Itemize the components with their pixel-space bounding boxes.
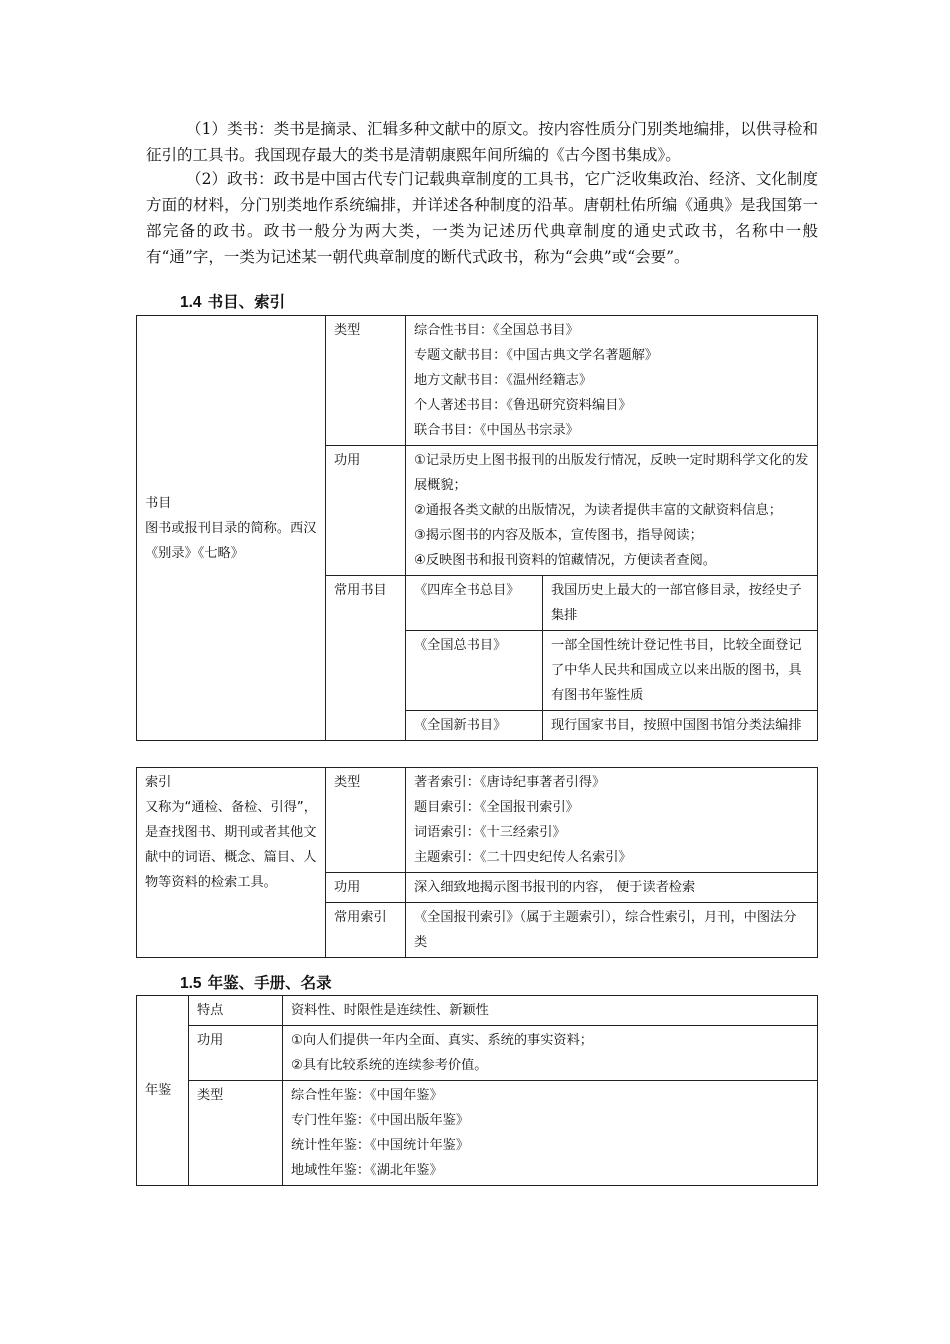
table-row [137, 1081, 818, 1186]
common-book-desc: 现行国家书目，按照中国图书馆分类法编排 [543, 711, 818, 741]
nianjian-table [136, 995, 818, 1186]
section-number: 1.5 [180, 975, 202, 992]
suoyin-type-label: 类型 [326, 768, 406, 873]
list-item: ②通报各类文献的出版情况，为读者提供丰富的文献资料信息； [414, 503, 782, 518]
suoyin-name: 索引 [145, 775, 172, 790]
shumu-common-label: 常用书目 [326, 576, 406, 741]
common-book-name: 《全国新书目》 [406, 711, 543, 741]
suoyin-common-text: 《全国报刊索引》（属于主题索引），综合性索引，月刊，中图法分类 [406, 903, 818, 958]
shumu-definition-cell [137, 316, 326, 741]
list-item: 词语索引：《十三经索引》 [414, 825, 566, 840]
list-item: 地方文献书目：《温州经籍志》 [414, 373, 593, 388]
shumu-type-list [406, 316, 818, 446]
list-item: ①向人们提供一年内全面、真实、系统的事实资料； [291, 1033, 593, 1048]
paragraph-leishu [146, 116, 818, 168]
list-item: 题目索引：《全国报刊索引》 [414, 800, 579, 815]
table-row [137, 768, 818, 873]
shumu-type-label: 类型 [326, 316, 406, 446]
suoyin-definition-cell [137, 768, 326, 958]
list-item: ②具有比较系统的连续参考价值。 [291, 1058, 488, 1073]
list-item: 综合性书目：《全国总书目》 [414, 323, 579, 338]
nianjian-feature-label: 特点 [189, 996, 283, 1026]
suoyin-common-label: 常用索引 [326, 903, 406, 958]
shumu-table [136, 315, 818, 741]
section-number: 1.4 [180, 294, 202, 311]
common-book-desc: 我国历史上最大的一部官修目录，按经史子集排 [543, 576, 818, 631]
common-book-name: 《四库全书总目》 [406, 576, 543, 631]
shumu-description: 图书或报刊目录的简称。西汉《别录》《七略》 [145, 520, 317, 561]
nianjian-type-list [283, 1081, 818, 1186]
nianjian-type-label: 类型 [189, 1081, 283, 1186]
shumu-func-list [406, 446, 818, 576]
section-title: 书目、索引 [207, 293, 286, 311]
table-row [137, 1026, 818, 1081]
list-item: 著者索引：《唐诗纪事著者引得》 [414, 775, 606, 790]
paragraph-zhengshu [146, 166, 818, 270]
table-row [137, 316, 818, 446]
list-item: ①记录历史上图书报刊的出版发行情况，反映一定时期科学文化的发展概貌； [414, 453, 809, 493]
section-heading-1-4 [180, 290, 285, 312]
list-item: 联合书目：《中国丛书宗录》 [414, 423, 579, 438]
nianjian-func-label: 功用 [189, 1026, 283, 1081]
list-item: 统计性年鉴：《中国统计年鉴》 [291, 1138, 470, 1153]
suoyin-description: 又称为“通检、备检、引得”，是查找图书、期刊或者其他文献中的词语、概念、篇目、人物等资料的检索工具。 [145, 800, 317, 890]
paragraph-zhengshu-text: （2）政书：政书是中国古代专门记载典章制度的工具书，它广泛收集政治、经济、文化制度方面的材料，分门别类地作系统编排，并详述各种制度的沿革。唐朝杜佑所编《通典》是我国第一部完备的政书。政书一般分为两大类，一类为记述历代典章制度的通史式政书，名称中一般有“通”字，一类为记述某一朝代典章制度的断代式政书，称为“会典”或“会要”。 [146, 170, 818, 266]
suoyin-type-list [406, 768, 818, 873]
table-row [137, 996, 818, 1026]
list-item: 地域性年鉴：《湖北年鉴》 [291, 1163, 443, 1178]
common-book-name: 《全国总书目》 [406, 631, 543, 711]
list-item: 综合性年鉴：《中国年鉴》 [291, 1088, 443, 1103]
suoyin-func-text: 深入细致地揭示图书报刊的内容， 便于读者检索 [406, 873, 818, 903]
nianjian-feature-text: 资料性、时限性是连续性、新颖性 [283, 996, 818, 1026]
list-item: ③揭示图书的内容及版本，宣传图书，指导阅读； [414, 528, 703, 543]
shumu-func-label: 功用 [326, 446, 406, 576]
suoyin-table [136, 767, 818, 958]
section-heading-1-5 [180, 971, 332, 993]
list-item: 主题索引：《二十四史纪传人名索引》 [414, 850, 632, 865]
common-book-desc: 一部全国性统计登记性书目，比较全面登记了中华人民共和国成立以来出版的图书，具有图书年鉴性质 [543, 631, 818, 711]
nianjian-func-list [283, 1026, 818, 1081]
paragraph-leishu-text: （1）类书：类书是摘录、汇辑多种文献中的原文。按内容性质分门别类地编排，以供寻检和征引的工具书。我国现存最大的类书是清朝康熙年间所编的《古今图书集成》。 [146, 120, 818, 164]
section-title: 年鉴、手册、名录 [207, 974, 332, 992]
shumu-name: 书目 [145, 495, 172, 511]
list-item: 专门性年鉴：《中国出版年鉴》 [291, 1113, 470, 1128]
nianjian-name: 年鉴 [137, 996, 189, 1186]
suoyin-func-label: 功用 [326, 873, 406, 903]
list-item: 专题文献书目：《中国古典文学名著题解》 [414, 348, 658, 363]
list-item: 个人著述书目：《鲁迅研究资料编目》 [414, 398, 632, 413]
list-item: ④反映图书和报刊资料的馆藏情况，方便读者查阅。 [414, 553, 716, 568]
